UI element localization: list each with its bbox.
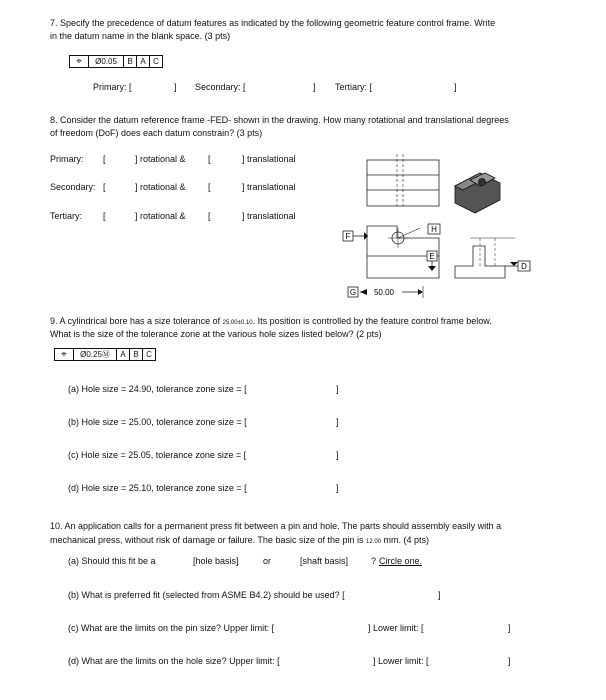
dimension-50: [360, 286, 423, 298]
q8-row-open2: [: [208, 211, 211, 221]
q9-item-a-close: ]: [336, 384, 339, 394]
q10-a-question: ?: [371, 556, 377, 566]
q10-pin-size: 12.00: [366, 539, 382, 545]
fcf-datum-primary: B: [124, 56, 137, 67]
q10-a-text: (a) Should this fit be a: [68, 556, 156, 566]
q10-a-option-shaft-basis[interactable]: [shaft basis]: [300, 556, 349, 566]
q8-row-open: [: [103, 211, 106, 221]
q8-row-rotational: ] rotational &: [135, 154, 186, 164]
q10-b-close: ]: [438, 590, 441, 600]
q10-a-option-hole-basis[interactable]: [hole basis]: [193, 556, 239, 566]
q8-row-open: [: [103, 154, 106, 164]
q9-item-b-close: ]: [336, 417, 339, 427]
q9-line1-b: . Its position is controlled by the feature control frame below.: [252, 316, 492, 326]
q8-row-label: Primary:: [50, 154, 84, 164]
q7-feature-control-frame: [69, 55, 163, 68]
q10-c-close: ]: [508, 623, 511, 633]
q8-line1: 8. Consider the datum reference frame -FED- shown in the drawing. How many rotational and translational degrees: [50, 115, 509, 125]
fcf-datum-secondary: B: [130, 349, 143, 360]
q9-size-tolerance: 25.00±0.10: [222, 320, 253, 326]
side-view: [455, 238, 518, 278]
q10-d-lower: ] Lower limit: [: [373, 656, 429, 666]
q10-c-text: (c) What are the limits on the pin size? Upper limit: [: [68, 623, 275, 633]
q9-line1: [50, 316, 492, 326]
q7-tertiary-close: ]: [454, 82, 457, 92]
q8-row-rotational: ] rotational &: [135, 211, 186, 221]
q8-row-label: Secondary:: [50, 182, 96, 192]
fcf-datum-tertiary: C: [153, 57, 159, 66]
q8-datum-drawing: [330, 148, 540, 303]
q9-item-c: (c) Hole size = 25.05, tolerance zone size = [: [68, 450, 247, 460]
datum-d-label: D: [521, 262, 527, 271]
datum-e-symbol: [427, 251, 437, 271]
q7-secondary-label: Secondary: [: [195, 82, 246, 92]
q7-line1: 7. Specify the precedence of datum features as indicated by the following geometric feature control frame. Write: [50, 18, 496, 28]
q8-row-open: [: [103, 182, 106, 192]
q10-a-circle-one: Circle one.: [379, 556, 423, 566]
q8-line2: of freedom (DoF) does each datum constrain? (3 pts): [50, 128, 263, 138]
datum-f-symbol: [343, 231, 368, 241]
q9-line1-a: 9. A cylindrical bore has a size tolerance of: [50, 316, 221, 326]
datum-h-symbol: [428, 224, 440, 234]
q10-line2: [50, 535, 429, 545]
position-symbol-icon: ⌖: [70, 56, 89, 67]
q10-d-close: ]: [508, 656, 511, 666]
q8-row-rotational: ] rotational &: [135, 182, 186, 192]
q8-row-translational: ] translational: [242, 182, 296, 192]
q8-row-translational: ] translational: [242, 211, 296, 221]
q10-c-lower: ] Lower limit: [: [368, 623, 424, 633]
q9-item-c-close: ]: [336, 450, 339, 460]
datum-g-symbol: [348, 287, 358, 297]
q8-row-open2: [: [208, 182, 211, 192]
q8-row-label: Tertiary:: [50, 211, 83, 221]
q7-tertiary-label: Tertiary: [: [335, 82, 373, 92]
fcf-datum-secondary: A: [137, 56, 150, 67]
fcf-tolerance: Ø0.05: [89, 56, 124, 67]
q7-primary-close: ]: [174, 82, 177, 92]
datum-e-label: E: [429, 252, 435, 261]
datum-h-label: H: [431, 225, 437, 234]
iso-block: [455, 173, 500, 213]
q9-item-a: (a) Hole size = 24.90, tolerance zone size = [: [68, 384, 247, 394]
q10-line1: 10. An application calls for a permanent press fit between a pin and hole. The parts should assembly easily with a: [50, 521, 502, 531]
top-view: [367, 154, 439, 206]
datum-g-label: G: [349, 288, 357, 297]
q9-line2: What is the size of the tolerance zone at the various hole sizes listed below? (2 pts): [50, 329, 382, 339]
fcf-tolerance: Ø0.25Ⓜ: [74, 349, 117, 360]
q10-line2-a: mechanical press, without risk of damage or failure. The basic size of the pin is: [50, 535, 364, 545]
q10-a-or: or: [263, 556, 272, 566]
datum-f-label: F: [345, 232, 351, 241]
dimension-label: 50.00: [373, 288, 395, 297]
q8-row-translational: ] translational: [242, 154, 296, 164]
q9-item-d-close: ]: [336, 483, 339, 493]
q7-primary-label: Primary: [: [93, 82, 132, 92]
q10-b-text: (b) What is preferred fit (selected from ASME B4.2) should be used? [: [68, 590, 345, 600]
position-symbol-icon: ⌖: [55, 349, 74, 360]
q9-item-b: (b) Hole size = 25.00, tolerance zone size = [: [68, 417, 247, 427]
q7-secondary-close: ]: [313, 82, 316, 92]
q10-line2-b: mm. (4 pts): [383, 535, 430, 545]
q7-line2: in the datum name in the blank space. (3 pts): [50, 31, 231, 41]
q8-row-open2: [: [208, 154, 211, 164]
q9-item-d: (d) Hole size = 25.10, tolerance zone size = [: [68, 483, 247, 493]
q9-feature-control-frame: [54, 348, 156, 361]
fcf-datum-primary: A: [117, 349, 130, 360]
q10-d-text: (d) What are the limits on the hole size? Upper limit: [: [68, 656, 280, 666]
fcf-datum-tertiary: C: [146, 350, 152, 359]
